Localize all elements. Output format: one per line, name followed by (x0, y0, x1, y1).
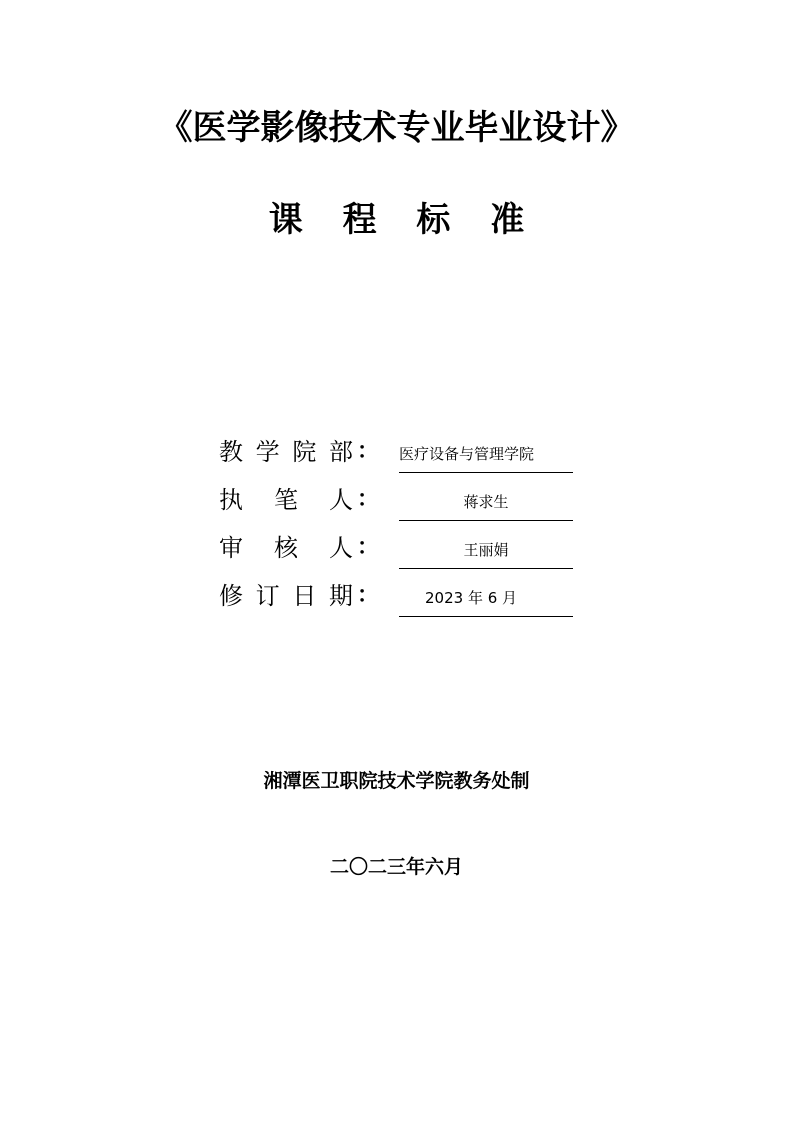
meta-row-revision-date (219, 580, 579, 628)
document-subtitle: 课 程 标 准 (268, 200, 539, 240)
meta-label-char: 审 (219, 534, 243, 562)
meta-value-author: 蒋求生 (399, 484, 573, 521)
meta-label-char: 笔 (274, 486, 298, 514)
meta-label-char: 教 (219, 438, 243, 466)
meta-label-char: 修 (219, 582, 243, 610)
meta-colon: ： (357, 583, 380, 608)
meta-label-char: 院 (292, 438, 317, 466)
meta-label-char: 部 (328, 438, 353, 466)
meta-label-reviewer (219, 532, 353, 564)
meta-colon: ： (357, 535, 380, 560)
meta-label-char: 学 (255, 438, 280, 466)
meta-value-reviewer: 王丽娟 (399, 532, 573, 569)
meta-row-author (219, 484, 579, 532)
document-date: 二〇二三年六月 (329, 856, 463, 878)
document-title: 《医学影像技术专业毕业设计》 (158, 108, 635, 148)
meta-label-char: 日 (292, 582, 317, 610)
meta-label-char: 核 (274, 534, 298, 562)
meta-value-department: 医疗设备与管理学院 (399, 436, 573, 473)
meta-label-department (219, 436, 353, 468)
meta-label-char: 人 (329, 486, 353, 514)
meta-row-department (219, 436, 579, 484)
meta-value-revision-date: 2023 年 6 月 (399, 580, 573, 617)
issuing-organization: 湘潭医卫职院技术学院教务处制 (263, 770, 530, 792)
meta-label-char: 订 (255, 582, 280, 610)
meta-label-char: 人 (329, 534, 353, 562)
meta-colon: ： (357, 487, 380, 512)
meta-table (219, 436, 579, 628)
meta-label-char: 执 (219, 486, 243, 514)
meta-label-author (219, 484, 353, 516)
meta-label-revision-date (219, 580, 353, 612)
meta-row-reviewer (219, 532, 579, 580)
meta-label-char: 期 (328, 582, 353, 610)
meta-colon: ： (357, 439, 380, 464)
